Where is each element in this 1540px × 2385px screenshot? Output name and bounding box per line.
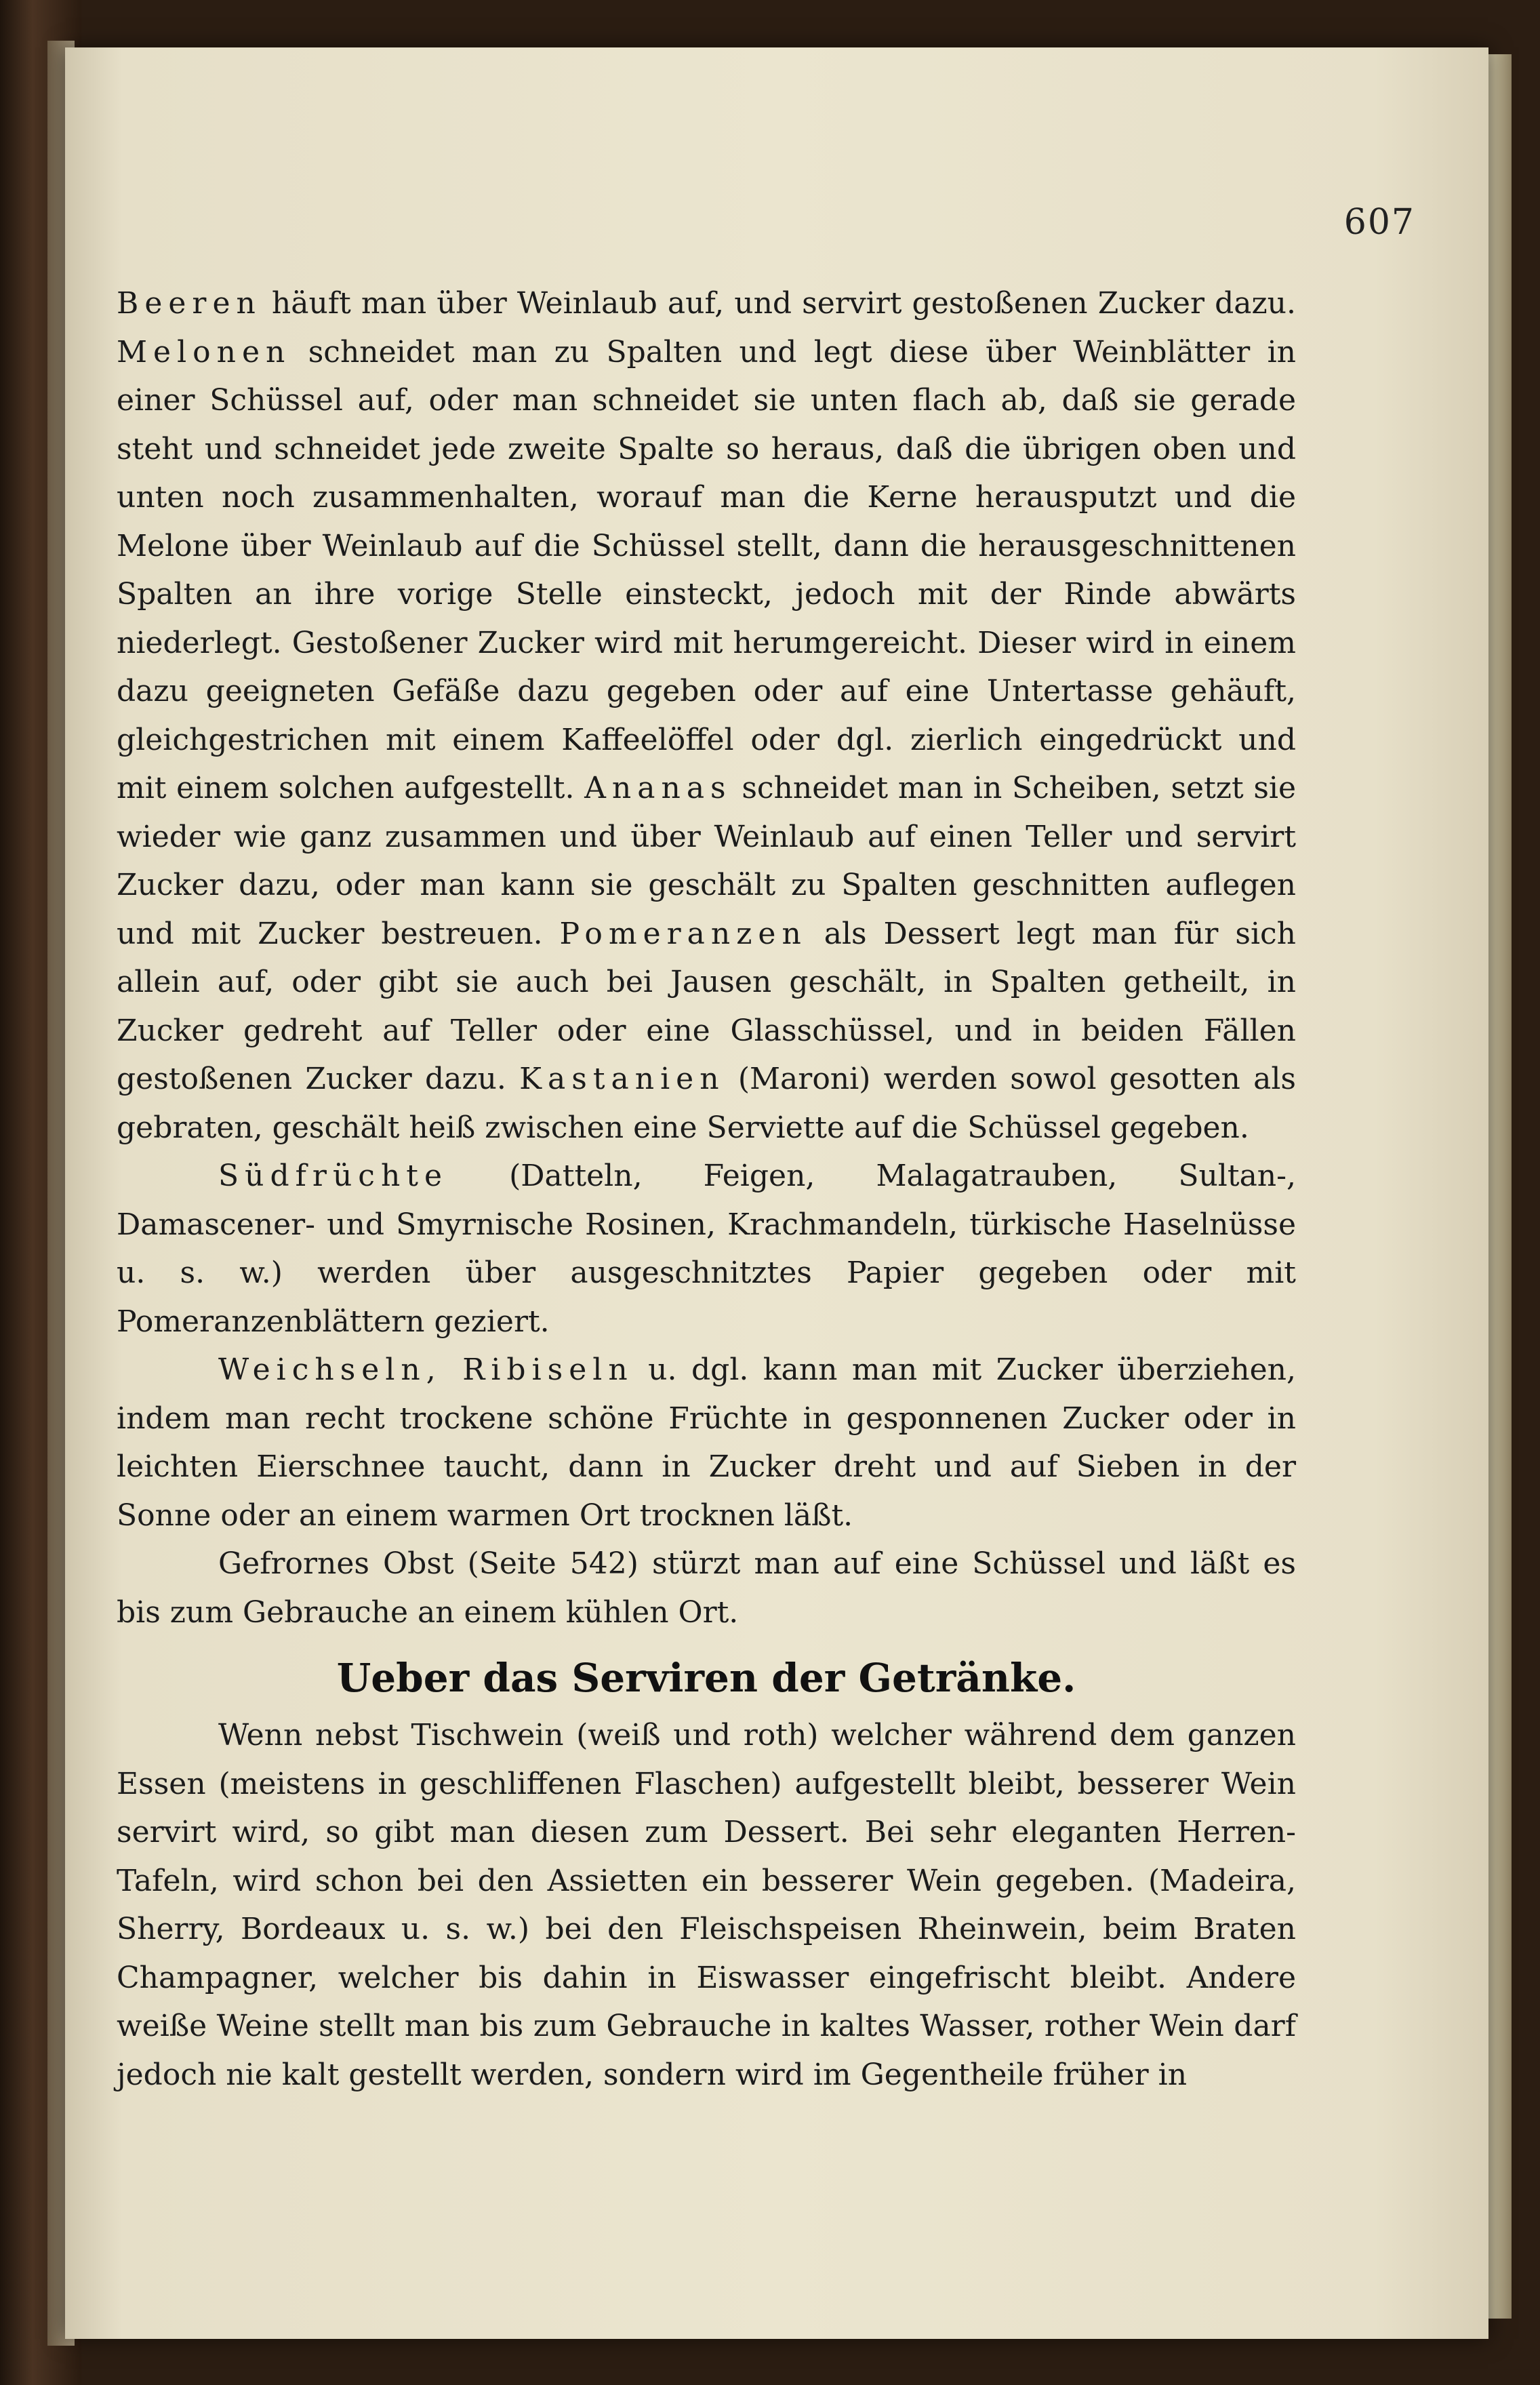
text-run: als Dessert legt man für sich allein auf, oder gibt sie auch bei Jausen geschält, in Spalten getheilt, in Zucker gedreht auf Teller oder eine Glasschüssel, und in beiden Fällen gestoßenen Zucker dazu. <box>117 916 1296 1096</box>
text-run: (Datteln, Feigen, Malagatrauben, Sultan-, Damascener- und Smyrnische Rosinen, Krachmandeln, türkische Haselnüsse u. s. w.) werden über ausgeschnitztes Papier gegeben oder mit Pomeranzenblättern geziert. <box>117 1159 1296 1339</box>
text-run: Ueber das Serviren der Getränke. <box>336 1655 1076 1701</box>
text-run: Gefrornes Obst (Seite 542) stürzt man auf eine Schüssel und läßt es bis zum Gebrauche an einem kühlen Ort. <box>117 1546 1296 1630</box>
spaced-term: Beeren <box>117 286 262 321</box>
page-body-text <box>117 279 1296 2099</box>
paragraph <box>117 1540 1296 1637</box>
paragraph <box>117 279 1296 1152</box>
text-run: schneidet man in Scheiben, setzt sie wieder wie ganz zusammen und über Weinlaub auf einen Teller und servirt Zucker dazu, oder man kann sie geschält zu Spalten geschnitten auflegen und mit Zucker bestreuen. <box>117 771 1297 951</box>
section-heading <box>117 1649 1296 1707</box>
text-run: u. dgl. kann man mit Zucker überziehen, indem man recht trockene schöne Früchte in gesponnenen Zucker oder in leichten Eierschnee taucht, dann in Zucker dreht und auf Sieben in der Sonne oder an einem warmen Ort trocknen läßt. <box>117 1352 1296 1533</box>
text-run: häuft man über Weinlaub auf, und servirt gestoßenen Zucker dazu. <box>261 286 1296 321</box>
text-run: Wenn nebst Tischwein (weiß und roth) welcher während dem ganzen Essen (meistens in geschliffenen Flaschen) aufgestellt bleibt, besserer Wein servirt wird, so gibt man diesen zum Dessert. Bei sehr eleganten Herren-Tafeln, wird schon bei den Assietten ein besserer Wein gegeben. (Madeira, Sherry, Bordeaux u. s. w.) bei den Fleischspeisen Rheinwein, beim Braten Champagner, welcher bis dahin in Eiswasser eingefrischt bleibt. Andere weiße Weine stellt man bis zum Gebrauche in kaltes Wasser, rother Wein darf jedoch nie kalt gestellt werden, sondern wird im Gegentheile früher in <box>117 1718 1296 2092</box>
paragraph <box>117 1152 1296 1346</box>
paragraph <box>117 1346 1296 1540</box>
paragraph <box>117 1711 1296 2099</box>
spaced-term: Pomeranzen <box>559 916 807 951</box>
text-run: (Maroni) werden sowol gesotten als gebraten, geschält heiß zwischen eine Serviette auf die Schüssel gegeben. <box>117 1062 1296 1145</box>
spaced-term: Weichseln, Ribiseln <box>218 1352 634 1387</box>
text-run: schneidet man zu Spalten und legt diese über Weinblätter in einer Schüssel auf, oder man schneidet sie unten flach ab, daß sie gerade steht und schneidet jede zweite Spalte so heraus, daß die übrigen oben und unten noch zusammenhalten, worauf man die Kerne herausputzt und die Melone über Weinlaub auf die Schüssel stellt, dann die herausgeschnittenen Spalten an ihre vorige Stelle einsteckt, jedoch mit der Rinde abwärts niederlegt. Gestoßener Zucker wird mit herumgereicht. Dieser wird in einem dazu geeigneten Gefäße dazu gegeben oder auf eine Untertasse gehäuft, gleichgestrichen mit einem Kaffeelöffel oder dgl. zierlich eingedrückt und mit einem solchen aufgestellt. <box>117 334 1296 805</box>
spaced-term: Ananas <box>584 771 732 805</box>
spaced-term: Melonen <box>117 334 291 369</box>
spaced-term: Südfrüchte <box>218 1159 449 1193</box>
page-number: 607 <box>1343 202 1415 243</box>
spaced-term: Kastanien <box>519 1062 725 1096</box>
